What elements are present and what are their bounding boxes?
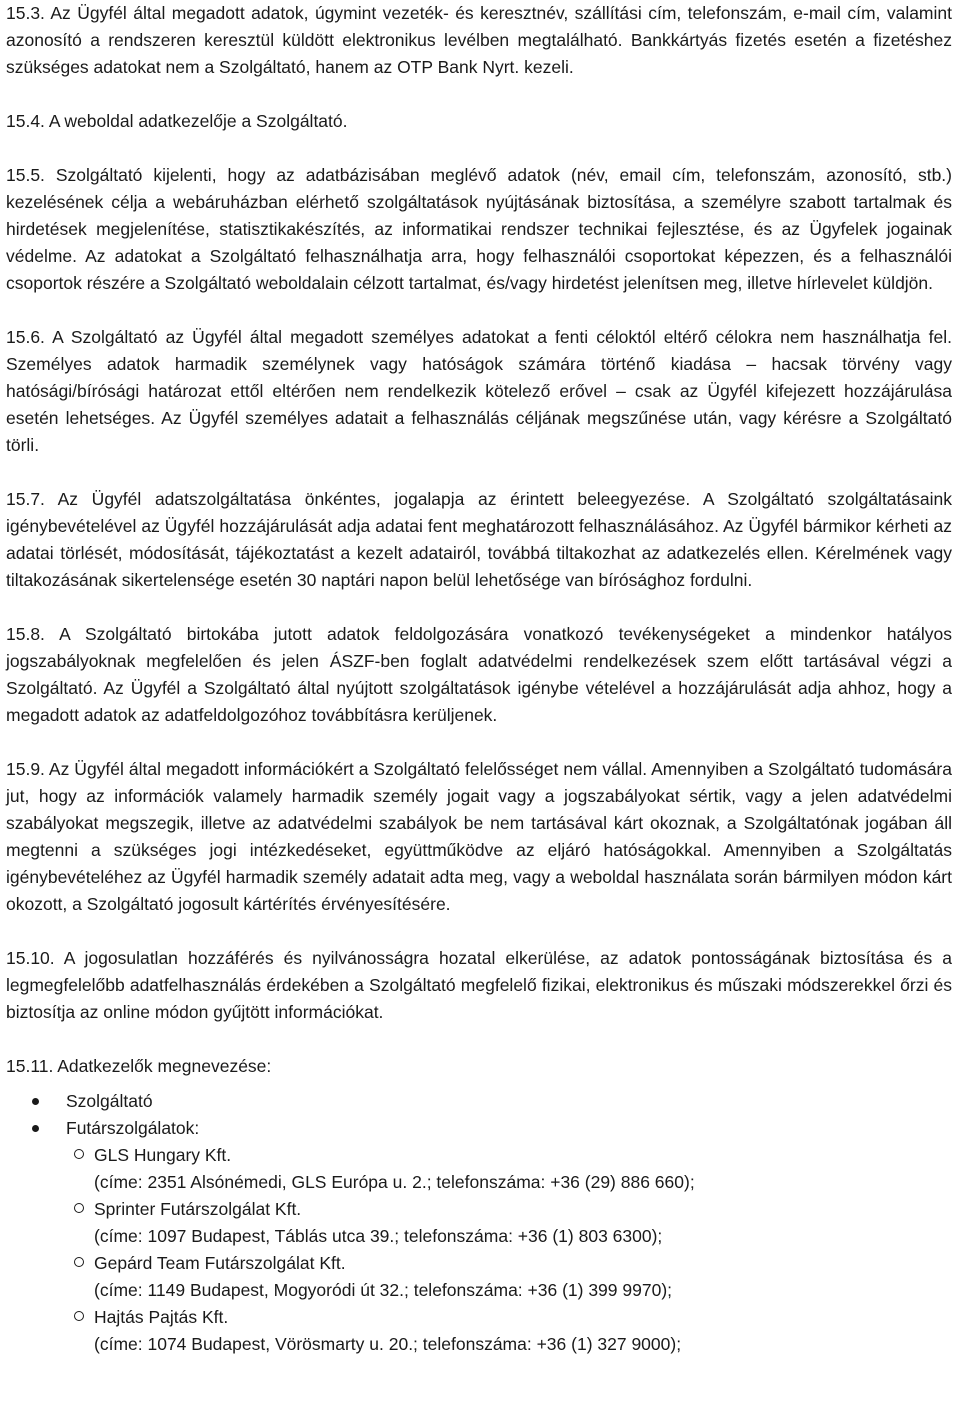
courier-name: GLS Hungary Kft.: [94, 1145, 232, 1165]
list-item-couriers: [6, 1115, 952, 1142]
paragraph-15-7: 15.7. Az Ügyfél adatszolgáltatása önkéntes, jogalapja az érintett beleegyezése. A Szolgáltató szolgáltatásaink igénybevételével az Ügyfél hozzájárulását adja adatai fent meghatározott felhasználásához. Az Ügyfél bármikor kérheti az adatai törlését, módosítását, tájékoztatást a kezelt adatairól, továbbá tiltakozhat az adatkezelés ellen. Kérelmének vagy tiltakozásának sikertelensége esetén 30 naptári napon belül lehetősége van bírósághoz fordulni.: [6, 489, 952, 590]
list-item-label: Futárszolgálatok:: [66, 1118, 200, 1138]
courier-item: [6, 1142, 952, 1196]
bullet-icon: [32, 1125, 39, 1132]
courier-details: (címe: 1149 Budapest, Mogyoródi út 32.; telefonszáma: +36 (1) 399 9970);: [94, 1280, 673, 1300]
paragraph-15-9: 15.9. Az Ügyfél által megadott információkért a Szolgáltató felelősséget nem vállal. Amennyiben a Szolgáltató tudomására jut, hogy az információk valamely harmadik személy jogait vagy a jogszabályokat sértik, vagy a jelen adatvédelmi szabályokat megszegik, illetve az adatvédelmi szabályok be nem tartásával kárt okoznak, a Szolgáltatónak jogában áll megtenni a szükséges jogi intézkedéseket, együttműködve az eljáró hatóságokkal. Amennyiben a Szolgáltatás igénybevételéhez az Ügyfél harmadik személy adatait adta meg, vagy a weboldal használata során bármilyen módon kárt okozott, a Szolgáltató jogosult kártérítés érvényesítésére.: [6, 759, 952, 914]
courier-details: (címe: 1097 Budapest, Táblás utca 39.; telefonszáma: +36 (1) 803 6300);: [94, 1226, 663, 1246]
list-item-service-provider: [6, 1088, 952, 1115]
paragraph-15-10: 15.10. A jogosulatlan hozzáférés és nyilvánosságra hozatal elkerülése, az adatok pontosságának biztosítása és a legmegfelelőbb adatfelhasználás érdekében a Szolgáltató megfelelő fizikai, elektronikus és műszaki módszerekkel őrzi és biztosítja az online módon gyűjtött információkat.: [6, 948, 952, 1022]
paragraph-15-6: 15.6. A Szolgáltató az Ügyfél által megadott személyes adatokat a fenti céloktól eltérő célokra nem használhatja fel. Személyes adatok harmadik személynek vagy hatóságok számára történő kiadása – hacsak törvény vagy hatósági/bírósági határozat ettől eltérően nem rendelkezik kötelező erővel – csak az Ügyfél kifejezett hozzájárulása esetén lehetséges. Az Ügyfél személyes adatait a felhasználás céljának megszűnése után, vagy kérésre a Szolgáltató törli.: [6, 327, 952, 455]
circle-bullet-icon: [74, 1311, 84, 1321]
paragraph-15-5: 15.5. Szolgáltató kijelenti, hogy az adatbázisában meglévő adatok (név, email cím, telefonszám, azonosító, stb.) kezelésének célja a webáruházban elérhető szolgáltatások nyújtásának biztosítása, a személyre szabott tartalmak és hirdetések megjelenítése, statisztikakészítés, az informatikai rendszer technikai fejlesztése, és az Ügyfelek jogainak védelme. Az adatokat a Szolgáltató felhasználhatja arra, hogy felhasználói csoportokat képezzen, és a felhasználói csoportok részére a Szolgáltató weboldalain célzott tartalmat, és/vagy hirdetést jelenítsen meg, illetve hírlevelet küldjön.: [6, 165, 952, 293]
courier-item: [6, 1250, 952, 1304]
courier-name: Sprinter Futárszolgálat Kft.: [94, 1199, 302, 1219]
courier-name: Hajtás Pajtás Kft.: [94, 1307, 229, 1327]
bullet-icon: [32, 1098, 39, 1105]
courier-details: (címe: 1074 Budapest, Vörösmarty u. 20.; telefonszáma: +36 (1) 327 9000);: [94, 1334, 682, 1354]
courier-name: Gepárd Team Futárszolgálat Kft.: [94, 1253, 346, 1273]
circle-bullet-icon: [74, 1257, 84, 1267]
data-controller-list: [6, 1088, 952, 1358]
circle-bullet-icon: [74, 1149, 84, 1159]
courier-details: (címe: 2351 Alsónémedi, GLS Európa u. 2.; telefonszáma: +36 (29) 886 660);: [94, 1172, 695, 1192]
paragraph-15-8: 15.8. A Szolgáltató birtokába jutott adatok feldolgozására vonatkozó tevékenységeket a mindenkor hatályos jogszabályoknak megfelelően és jelen ÁSZF-ben foglalt adatvédelmi rendelkezések szem előtt tartásával végzi a Szolgáltató. Az Ügyfél a Szolgáltató által nyújtott szolgáltatások igénybe vételével a hozzájárulását adja ahhoz, hogy a megadott adatok az adatfeldolgozóhoz továbbításra kerüljenek.: [6, 624, 952, 725]
circle-bullet-icon: [74, 1203, 84, 1213]
courier-item: [6, 1196, 952, 1250]
list-item-label: Szolgáltató: [66, 1091, 153, 1111]
paragraph-15-3: 15.3. Az Ügyfél által megadott adatok, úgymint vezeték- és keresztnév, szállítási cím, telefonszám, e-mail cím, valamint azonosító a rendszeren keresztül küldött elektronikus levélben megtalálható. Bankkártyás fizetés esetén a fizetéshez szükséges adatokat nem a Szolgáltató, hanem az OTP Bank Nyrt. kezeli.: [6, 3, 952, 77]
paragraph-15-4: 15.4. A weboldal adatkezelője a Szolgáltató.: [6, 111, 348, 131]
courier-item: [6, 1304, 952, 1358]
paragraph-15-11: 15.11. Adatkezelők megnevezése:: [6, 1056, 272, 1076]
